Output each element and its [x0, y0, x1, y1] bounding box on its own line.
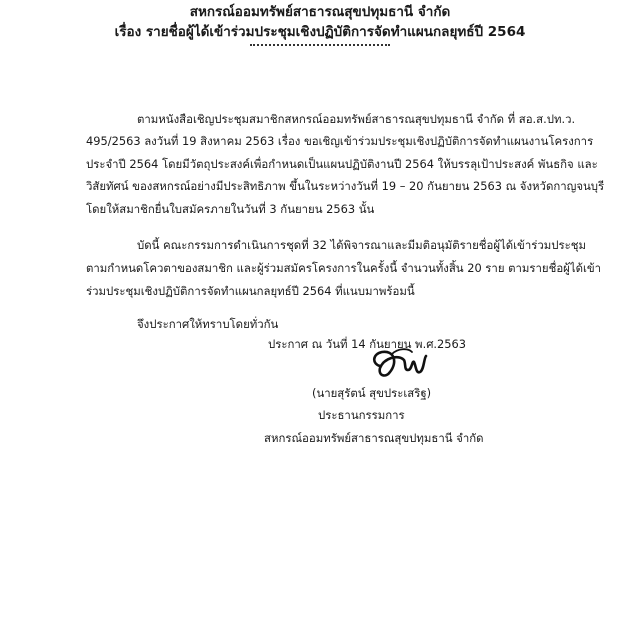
- paragraph2-line: ตามกำหนดโควตาของสมาชิก และผู้ร่วมสมัครโครงการในครั้งนี้ จำนวนทั้งสิ้น 20 ราย ตามรายชื่อผู้ได้เข้า: [86, 261, 602, 275]
- paragraph1-line: ตามหนังสือเชิญประชุมสมาชิกสหกรณ์ออมทรัพย์สาธารณสุขปทุมธานี จำกัด ที่ สอ.ส.ปท.ว.: [137, 112, 576, 126]
- paragraph2-line: ร่วมประชุมเชิงปฏิบัติการจัดทำแผนกลยุทธ์ปี 2564 ที่แนบมาพร้อมนี้: [86, 284, 415, 298]
- announcement-date: ประกาศ ณ วันที่ 14 กันยายน พ.ศ.2563: [268, 337, 467, 351]
- signatory-organization: สหกรณ์ออมทรัพย์สาธารณสุขปทุมธานี จำกัด: [264, 431, 484, 445]
- dotted-separator: [250, 44, 390, 46]
- organization-title: สหกรณ์ออมทรัพย์สาธารณสุขปทุมธานี จำกัด: [189, 4, 451, 20]
- paragraph1-line: ประจำปี 2564 โดยมีวัตถุประสงค์เพื่อกำหนดเป็นแผนปฏิบัติงานปี 2564 ให้บรรลุเป้าประสงค์ พันธกิจ และ: [86, 157, 598, 171]
- paragraph1-line: วิสัยทัศน์ ของสหกรณ์อย่างมีประสิทธิภาพ ขึ้นในระหว่างวันที่ 19 – 20 กันยายน 2563 ณ จังหวัดกาญจนบุรี: [86, 179, 605, 193]
- signatory-position: ประธานกรรมการ: [318, 408, 405, 422]
- signatory-name: (นายสุรัตน์ สุขประเสริฐ): [312, 386, 432, 400]
- subject-line: เรื่อง รายชื่อผู้ได้เข้าร่วมประชุมเชิงปฏิบัติการจัดทำแผนกลยุทธ์ปี 2564: [114, 24, 526, 40]
- paragraph1-line: โดยให้สมาชิกยื่นใบสมัครภายในวันที่ 3 กันยายน 2563 นั้น: [86, 202, 375, 216]
- paragraph1-line: 495/2563 ลงวันที่ 19 สิงหาคม 2563 เรื่อง ขอเชิญเข้าร่วมประชุมเชิงปฏิบัติการจัดทำแผนงานโครงการ: [86, 134, 594, 148]
- closing-text: จึงประกาศให้ทราบโดยทั่วกัน: [137, 317, 279, 331]
- paragraph2-line: บัดนี้ คณะกรรมการดำเนินการชุดที่ 32 ได้พิจารณาและมีมติอนุมัติรายชื่อผู้ได้เข้าร่วมประชุม: [137, 238, 586, 252]
- signature-image: [368, 346, 430, 382]
